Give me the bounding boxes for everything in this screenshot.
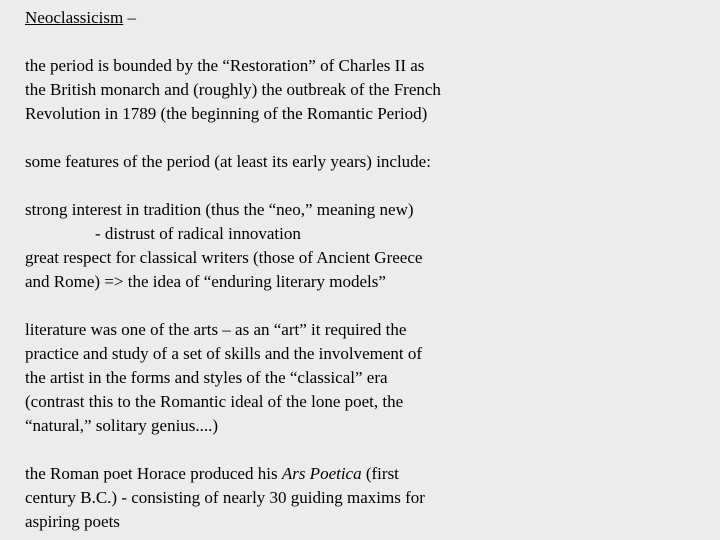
tradition-line-3: great respect for classical writers (those of Ancient Greece	[25, 248, 423, 267]
tradition-paragraph	[25, 198, 715, 294]
tradition-line-1: strong interest in tradition (thus the “neo,” meaning new)	[25, 200, 414, 219]
title-suffix: –	[123, 8, 136, 27]
arts-line-4: (contrast this to the Romantic ideal of the lone poet, the	[25, 392, 404, 411]
arts-paragraph	[25, 318, 715, 438]
period-line-1: the period is bounded by the “Restoration” of Charles II as	[25, 56, 425, 75]
tradition-subpoint: - distrust of radical innovation	[95, 224, 301, 243]
horace-line-2: century B.C.) - consisting of nearly 30 guiding maxims for	[25, 488, 425, 507]
slide-body	[25, 6, 715, 534]
arts-line-3: the artist in the forms and styles of the “classical” era	[25, 368, 388, 387]
period-line-2: the British monarch and (roughly) the outbreak of the French	[25, 80, 441, 99]
ars-poetica-title: Ars Poetica	[281, 464, 362, 483]
arts-line-2: practice and study of a set of skills and the involvement of	[25, 344, 423, 363]
period-line-3: Revolution in 1789 (the beginning of the Romantic Period)	[25, 104, 428, 123]
spacer	[25, 126, 715, 150]
title-term: Neoclassicism	[25, 8, 124, 27]
tradition-line-4: and Rome) => the idea of “enduring literary models”	[25, 272, 386, 291]
arts-line-5: “natural,” solitary genius....)	[25, 416, 219, 435]
horace-paragraph	[25, 462, 715, 534]
spacer	[25, 174, 715, 198]
arts-line-1: literature was one of the arts – as an “art” it required the	[25, 320, 407, 339]
horace-before: the Roman poet Horace produced his	[25, 464, 282, 483]
horace-after: (first	[361, 464, 399, 483]
horace-line-1	[25, 462, 715, 486]
spacer	[25, 294, 715, 318]
period-paragraph	[25, 54, 715, 126]
slide-title	[25, 6, 715, 30]
horace-line-3: aspiring poets	[25, 512, 120, 531]
spacer	[25, 438, 715, 462]
features-intro: some features of the period (at least its early years) include:	[25, 152, 431, 171]
spacer	[25, 30, 715, 54]
